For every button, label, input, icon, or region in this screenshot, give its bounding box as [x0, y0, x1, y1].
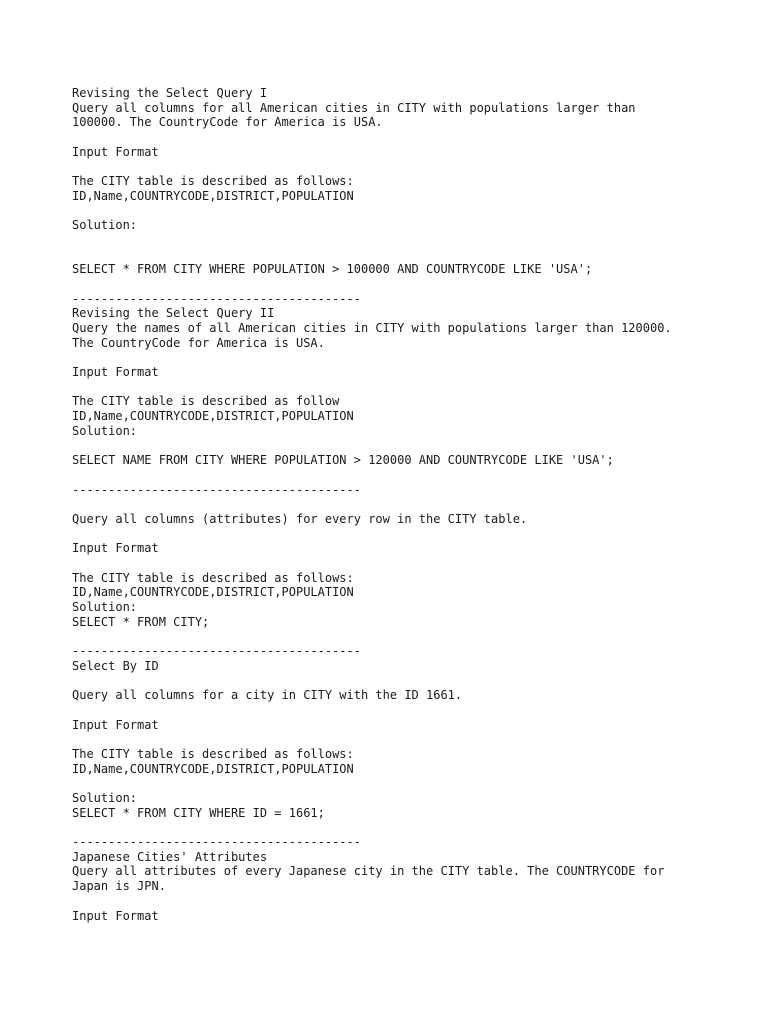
text-line: ID,Name,COUNTRYCODE,DISTRICT,POPULATION [72, 409, 354, 424]
document-body [72, 86, 752, 923]
text-line [72, 703, 752, 718]
text-line [72, 497, 752, 512]
text-line: ---------------------------------------- [72, 482, 361, 497]
text-line: Input Format [72, 908, 159, 923]
text-line: The CITY table is described as follow [72, 394, 340, 409]
text-line: Input Format [72, 717, 159, 732]
text-line [72, 204, 752, 219]
text-line [72, 130, 752, 145]
text-line [72, 439, 752, 454]
text-line [72, 277, 752, 292]
text-line: Query all columns (attributes) for every row in the CITY table. [72, 511, 528, 526]
text-line: Input Format [72, 144, 159, 159]
text-line: The CITY table is described as follows: [72, 174, 354, 189]
text-line: SELECT * FROM CITY; [72, 614, 210, 629]
text-line: ID,Name,COUNTRYCODE,DISTRICT,POPULATION [72, 585, 354, 600]
text-line: ---------------------------------------- [72, 644, 361, 659]
text-line: SELECT * FROM CITY WHERE ID = 1661; [72, 805, 325, 820]
text-line: The CITY table is described as follows: [72, 570, 354, 585]
text-line: Input Format [72, 365, 159, 380]
text-line: Select By ID [72, 658, 159, 673]
text-line [72, 527, 752, 542]
text-line [72, 350, 752, 365]
text-line: Query the names of all American cities in CITY with populations larger than 120000. [72, 321, 672, 335]
text-line: Solution: [72, 218, 138, 233]
text-line: Query all attributes of every Japanese city in the CITY table. The COUNTRYCODE for [72, 864, 665, 879]
text-line [72, 776, 752, 791]
text-line [72, 556, 752, 571]
text-line: Query all columns for all American cities in CITY with populations larger than [72, 100, 636, 115]
text-line: SELECT NAME FROM CITY WHERE POPULATION > 120000 AND COUNTRYCODE LIKE 'USA'; [72, 453, 614, 468]
text-line: Japan is JPN. [72, 879, 166, 894]
text-line: ---------------------------------------- [72, 835, 361, 850]
text-line [72, 820, 752, 835]
text-line: Solution: [72, 423, 138, 438]
text-line: ID,Name,COUNTRYCODE,DISTRICT,POPULATION [72, 761, 354, 776]
text-line: SELECT * FROM CITY WHERE POPULATION > 100000 AND COUNTRYCODE LIKE 'USA'; [72, 262, 593, 277]
text-line [72, 248, 752, 263]
text-line: The CITY table is described as follows: [72, 746, 354, 761]
text-line: Revising the Select Query II [72, 306, 275, 321]
text-line: ---------------------------------------- [72, 291, 361, 306]
text-line: The CountryCode for America is USA. [72, 335, 325, 350]
text-line: Japanese Cities' Attributes [72, 849, 268, 864]
text-line [72, 159, 752, 174]
text-line [72, 468, 752, 483]
text-line [72, 674, 752, 689]
text-line: ID,Name,COUNTRYCODE,DISTRICT,POPULATION [72, 188, 354, 203]
text-line [72, 629, 752, 644]
text-line [72, 380, 752, 395]
text-line: Solution: [72, 791, 138, 805]
text-line: Query all columns for a city in CITY with the ID 1661. [72, 688, 463, 703]
text-line [72, 233, 752, 248]
text-line: Revising the Select Query I [72, 86, 268, 100]
text-line [72, 894, 752, 909]
text-line [72, 732, 752, 747]
text-line: Solution: [72, 600, 138, 615]
text-line: Input Format [72, 541, 159, 556]
text-line: 100000. The CountryCode for America is USA. [72, 115, 383, 130]
